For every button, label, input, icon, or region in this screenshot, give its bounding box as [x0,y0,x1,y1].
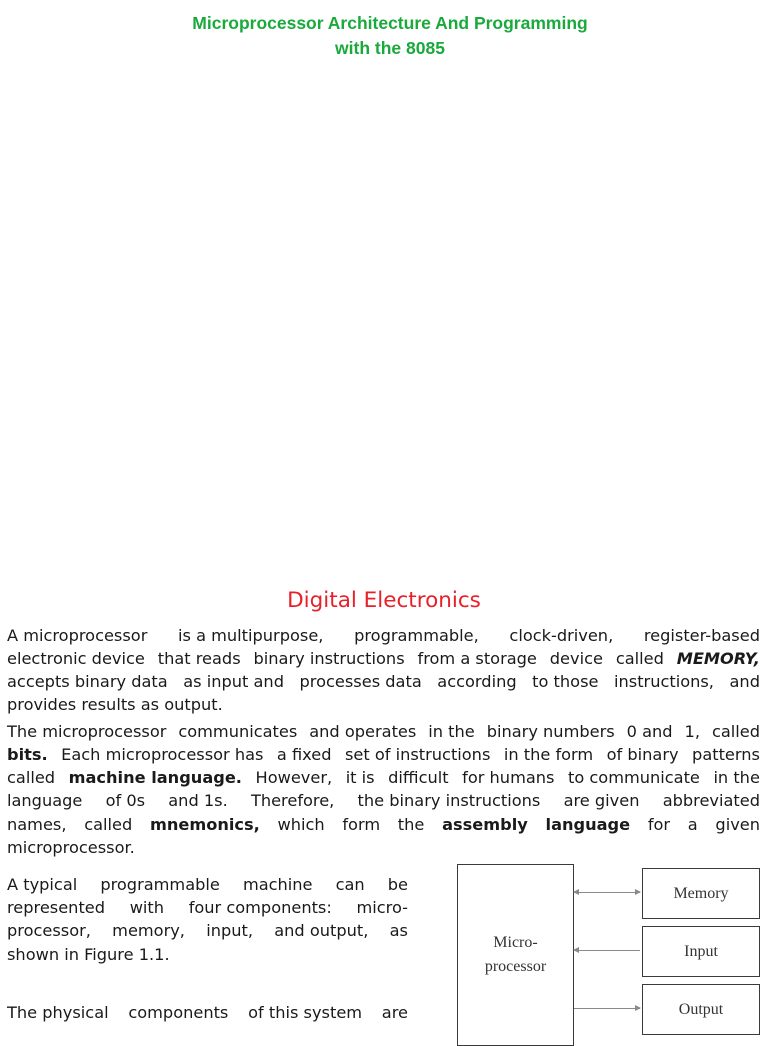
text-run: it is [345,768,375,787]
output-label: Output [678,1000,724,1018]
text-run: to communicate [568,768,700,787]
text-run: Therefore, [250,791,335,810]
text-run: which [277,815,325,834]
input-box [642,926,760,977]
memory-bidirectional-arrow [574,892,640,893]
text-run: of 0s [105,791,146,810]
text-run: in the form [503,745,594,764]
text-run: 0 and [626,722,673,741]
text-line [7,919,408,942]
arrow-head-left-icon [573,889,579,895]
text-run: programmable [100,875,220,894]
arrow-head-right-icon [635,1005,641,1011]
text-run: and [729,672,760,691]
text-run: accepts binary data [7,672,168,691]
document-title-line-1: Microprocessor Architecture And Programming [192,13,588,33]
text-run: called [615,649,664,668]
text-run: input, [206,921,253,940]
text-run: electronic device [7,649,145,668]
text-line [7,873,408,896]
text-run: according [437,672,517,691]
text-run: are [381,1003,408,1022]
text-run: communicates [178,722,298,741]
text-run: as [389,921,408,940]
text-run: difficult [388,768,449,787]
text-run: processor, [7,921,91,940]
text-run: names, [7,815,67,834]
text-run: that reads [157,649,241,668]
arrow-head-right-icon [635,889,641,895]
text-line [7,766,760,789]
text-run: with [129,898,165,917]
text-run: of this system [248,1003,363,1022]
text-run: micro- [356,898,408,917]
text-run: in the [428,722,475,741]
text-run: register-based [643,626,760,645]
text-run: represented [7,898,106,917]
text-run: The physical [7,1003,109,1022]
term-assembly: assembly [442,815,528,834]
text-run: can [335,875,365,894]
text-run: the binary instructions [357,791,541,810]
text-run: machine [242,875,313,894]
arrow-head-left-icon [573,947,579,953]
text-run: Each microprocessor has [61,745,264,764]
text-run: called [7,768,56,787]
text-run: four components: [188,898,332,917]
text-run: of binary [606,745,679,764]
text-line [7,1001,408,1024]
text-run: However, [255,768,333,787]
microprocessor-label-2: processor [484,958,547,975]
text-line [7,789,760,812]
text-run: a [687,815,698,834]
text-run: device [549,649,603,668]
text-run: processes data [299,672,422,691]
memory-box [642,868,760,919]
text-run: the [397,815,425,834]
text-run: for [647,815,671,834]
text-line: provides results as output. [7,695,223,714]
text-run: from a storage [417,649,537,668]
text-line [7,670,760,693]
text-run: a fixed [276,745,332,764]
text-run: memory, [112,921,185,940]
text-run: 1, [684,722,700,741]
section-heading: Digital Electronics [287,588,481,613]
text-line [7,813,760,836]
text-run: as input and [183,672,284,691]
text-run: form [342,815,381,834]
text-run: clock-driven, [509,626,614,645]
term-mnemonics: mnemonics, [149,815,260,834]
text-line [7,896,408,919]
text-run: in the [713,768,760,787]
text-run: and 1s. [168,791,228,810]
text-line: shown in Figure 1.1. [7,945,170,964]
text-run: given [715,815,760,834]
term-machine-language: machine language. [68,768,242,787]
text-line [7,647,760,670]
input-label: Input [684,942,718,960]
output-box [642,984,760,1035]
term-language: language [545,815,631,834]
text-run: instructions, [614,672,714,691]
text-run: called [84,815,133,834]
text-run: components [128,1003,229,1022]
text-run: A typical [7,875,78,894]
text-line [7,743,760,766]
text-line [7,720,760,743]
term-memory: MEMORY, [676,649,760,668]
input-arrow [574,950,640,951]
text-run: called [711,722,760,741]
text-run: and operates [309,722,417,741]
text-run: The microprocessor [7,722,167,741]
text-run: language [7,791,83,810]
text-run: are given [563,791,640,810]
text-run: patterns [692,745,760,764]
text-line [7,624,760,647]
text-run: is a multipurpose, [178,626,324,645]
text-run: be [387,875,408,894]
memory-label: Memory [673,884,729,902]
microprocessor-label-1: Micro- [493,934,538,951]
text-run: abbreviated [662,791,760,810]
text-run: A microprocessor [7,626,148,645]
text-run: for humans [462,768,555,787]
term-bits: bits. [7,745,48,764]
text-run: programmable, [354,626,479,645]
output-arrow [574,1008,640,1009]
text-run: set of instructions [344,745,491,764]
microprocessor-box [457,864,574,1046]
text-run: binary instructions [253,649,405,668]
document-title-line-2: with the 8085 [335,38,445,58]
text-run: to those [532,672,599,691]
text-run: binary numbers [486,722,615,741]
text-line: microprocessor. [7,838,135,857]
text-run: and output, [274,921,369,940]
